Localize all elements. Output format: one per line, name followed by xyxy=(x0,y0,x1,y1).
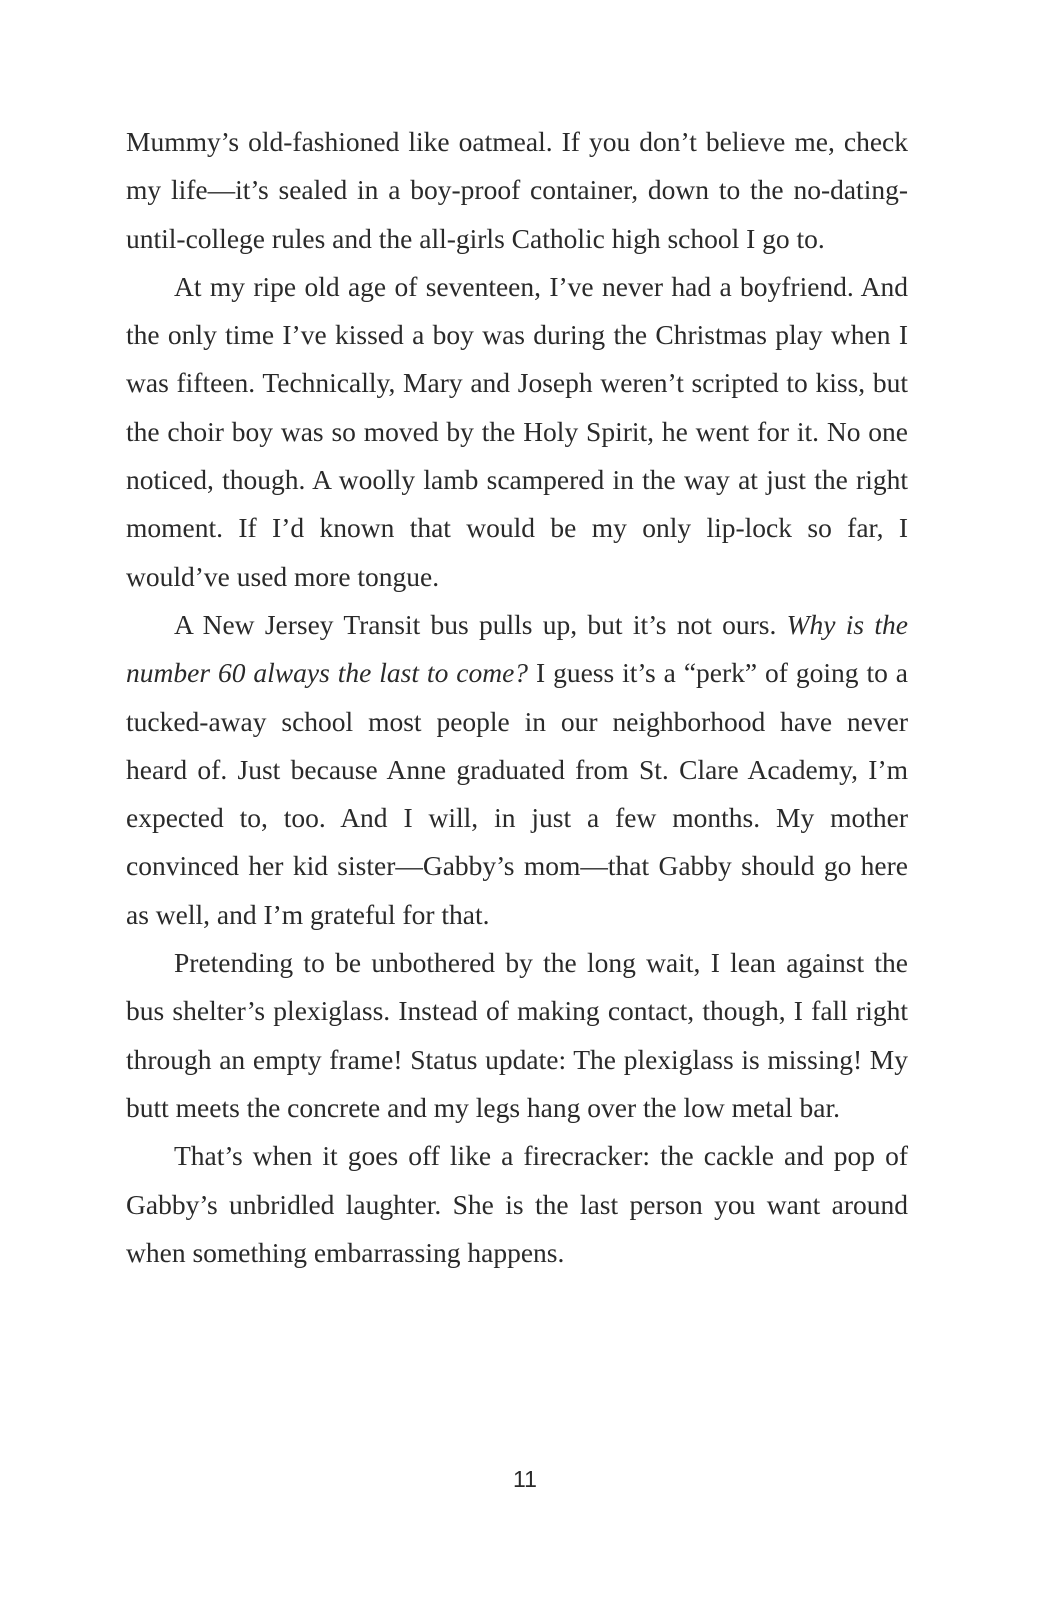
paragraph-3-lead: A New Jersey Transit bus pulls up, but it’s not ours. xyxy=(174,608,787,640)
page-number: 11 xyxy=(513,1466,537,1492)
paragraph-1: Mummy’s old-fashioned like oatmeal. If you don’t believe me, check my life—it’s sealed in a boy-proof container, down to the no-dating-until-college rules and the all-girls Catholic high school I go to. xyxy=(126,126,908,254)
paragraph-3-rest: I guess it’s a “perk” of going to a tucked-away school most people in our neighborhood have never heard of. Just because Anne graduated from St. Clare Academy, I’m expected to, too. And I will, in just a few months. My mother convinced her kid sister—Gabby’s mom—that Gabby should go here as well, and I’m grateful for that. xyxy=(126,657,908,930)
paragraph-3 xyxy=(126,601,908,939)
paragraph-2: At my ripe old age of seventeen, I’ve never had a boyfriend. And the only time I’ve kissed a boy was during the Christmas play when I was fifteen. Technically, Mary and Joseph weren’t scripted to kiss, but the choir boy was so moved by the Holy Spirit, he went for it. No one noticed, though. A woolly lamb scampered in the way at just the right moment. If I’d known that would be my only lip-lock so far, I would’ve used more tongue. xyxy=(126,270,908,592)
paragraph-5: That’s when it goes off like a firecracker: the cackle and pop of Gabby’s unbridled laughter. She is the last person you want around when something embarrassing happens. xyxy=(126,1140,908,1268)
body-text xyxy=(126,118,908,1277)
paragraph-3-italic: Why is the number 60 always the last to come? xyxy=(126,608,908,689)
paragraph-4: Pretending to be unbothered by the long wait, I lean against the bus shelter’s plexiglass. Instead of making contact, though, I fall right through an empty frame! Status update: The plexiglass is missing! My butt meets the concrete and my legs hang over the low metal bar. xyxy=(126,947,908,1123)
